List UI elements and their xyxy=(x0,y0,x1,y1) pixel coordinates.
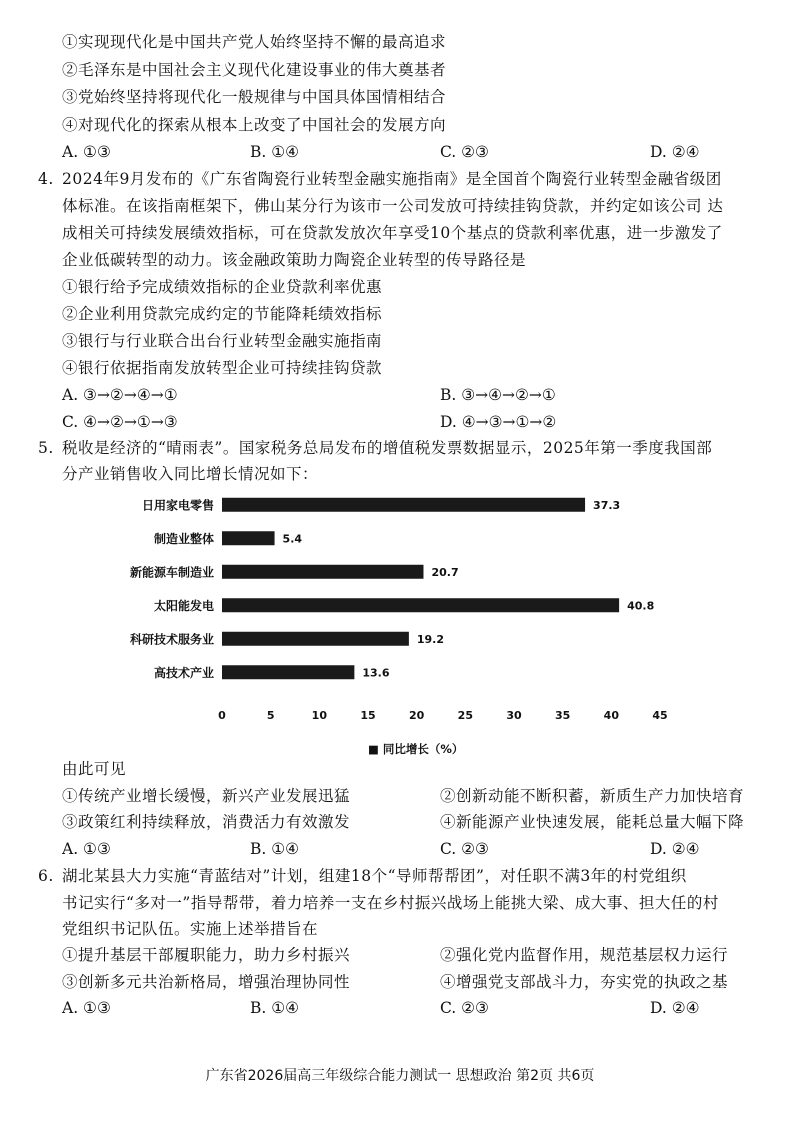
q4-number: 4. xyxy=(38,170,54,188)
bar-value-label: 13.6 xyxy=(362,666,390,680)
category-label: 太阳能发电 xyxy=(153,598,214,613)
bar-value-label: 37.3 xyxy=(593,498,621,512)
q4-statement-1: ①银行给予完成绩效指标的企业贷款利率优惠 xyxy=(62,278,383,296)
q4-option-b: B. ③→④→②→① xyxy=(440,386,556,404)
bar xyxy=(222,632,409,646)
category-label: 科研技术服务业 xyxy=(129,632,214,647)
q5-statement-2: ②创新动能不断积蓄，新质生产力加快培育 xyxy=(440,787,745,805)
q4-option-c: C. ④→②→①→③ xyxy=(62,413,178,431)
chart-legend: ■ 同比增长（%） xyxy=(368,742,464,756)
q6-stem-line-2: 书记实行“多对一”指导帮带，着力培养一支在乡村振兴战场上能挑大梁、成大事、担大任的村 xyxy=(62,894,719,912)
q4-option-d: D. ④→③→①→② xyxy=(440,413,557,431)
q3-option-b: B. ①④ xyxy=(250,143,300,161)
bar xyxy=(222,598,619,612)
q3-statement-1: ①实现现代化是中国共产党人始终坚持不懈的最高追求 xyxy=(62,33,447,51)
q4-stem-line-4: 企业低碳转型的动力。该金融政策助力陶瓷企业转型的传导路径是 xyxy=(62,251,527,269)
q6-statement-4: ④增强党支部战斗力，夯实党的执政之基 xyxy=(440,973,729,991)
growth-bar-chart xyxy=(100,478,700,760)
q5-option-b: B. ①④ xyxy=(250,840,300,858)
q6-option-b: B. ①④ xyxy=(250,999,300,1017)
q4-statement-4: ④银行依据指南发放转型企业可持续挂钩贷款 xyxy=(62,359,383,377)
q4-stem-line-2: 体标准。在该指南框架下，佛山某分行为该市一公司发放可持续挂钩贷款，并约定如该公司 达 xyxy=(62,197,724,215)
x-tick-label: 45 xyxy=(652,709,668,722)
q5-statement-3: ③政策红利持续释放，消费活力有效激发 xyxy=(62,813,351,831)
q6-option-a: A. ①③ xyxy=(62,999,111,1017)
x-tick-label: 10 xyxy=(311,709,327,722)
q6-number: 6. xyxy=(38,867,54,885)
q5-stem-line-2: 分产业销售收入同比增长情况如下： xyxy=(62,465,319,483)
q4-statement-2: ②企业利用贷款完成约定的节能降耗绩效指标 xyxy=(62,305,383,323)
q3-option-c: C. ②③ xyxy=(440,143,489,161)
q4-statement-3: ③银行与行业联合出台行业转型金融实施指南 xyxy=(62,332,383,350)
growth-bar-chart-svg xyxy=(100,478,700,760)
bar-value-label: 19.2 xyxy=(416,632,445,646)
q3-option-a: A. ①③ xyxy=(62,143,111,161)
bar xyxy=(222,531,275,545)
q5-statement-4: ④新能源产业快速发展，能耗总量大幅下降 xyxy=(440,813,745,831)
bar-value-label: 40.8 xyxy=(627,599,655,613)
q6-option-d: D. ②④ xyxy=(650,999,700,1017)
category-label: 新能源车制造业 xyxy=(129,565,214,580)
q5-option-c: C. ②③ xyxy=(440,840,489,858)
q6-statement-2: ②强化党内监督作用，规范基层权力运行 xyxy=(440,946,729,964)
x-tick-label: 30 xyxy=(506,709,522,722)
q5-statement-1: ①传统产业增长缓慢，新兴产业发展迅猛 xyxy=(62,787,351,805)
x-tick-label: 20 xyxy=(409,709,425,722)
x-tick-label: 15 xyxy=(360,709,376,722)
q4-stem-line-1: 2024年9月发布的《广东省陶瓷行业转型金融实施指南》是全国首个陶瓷行业转型金融省级团 xyxy=(62,170,722,188)
bar xyxy=(222,565,423,579)
page-footer: 广东省2026届高三年级综合能力测试一 思想政治 第2页 共6页 xyxy=(205,1068,595,1084)
x-tick-label: 0 xyxy=(218,709,226,722)
q5-lead: 由此可见 xyxy=(62,760,127,778)
x-tick-label: 35 xyxy=(555,709,571,722)
q4-option-a: A. ③→②→④→① xyxy=(62,386,178,404)
q3-option-d: D. ②④ xyxy=(650,143,700,161)
q6-stem-line-3: 党组织书记队伍。实施上述举措旨在 xyxy=(62,920,319,938)
q6-statement-3: ③创新多元共治新格局，增强治理协同性 xyxy=(62,973,351,991)
q5-number: 5. xyxy=(38,439,54,457)
q6-stem-line-1: 湖北某县大力实施“青蓝结对”计划，组建18个“导师帮帮团”，对任职不满3年的村党组织 xyxy=(62,867,687,885)
category-label: 日用家电零售 xyxy=(141,498,214,513)
q5-stem-line-1: 税收是经济的“晴雨表”。国家税务总局发布的增值税发票数据显示，2025年第一季度我国部 xyxy=(62,439,713,457)
x-tick-label: 5 xyxy=(266,709,275,722)
x-tick-label: 25 xyxy=(457,709,473,722)
bar-value-label: 20.7 xyxy=(431,565,459,579)
q6-option-c: C. ②③ xyxy=(440,999,489,1017)
q3-statement-4: ④对现代化的探索从根本上改变了中国社会的发展方向 xyxy=(62,116,447,134)
bar xyxy=(222,665,354,679)
q6-statement-1: ①提升基层干部履职能力，助力乡村振兴 xyxy=(62,946,351,964)
q3-statement-2: ②毛泽东是中国社会主义现代化建设事业的伟大奠基者 xyxy=(62,61,447,79)
category-label: 高技术产业 xyxy=(153,665,214,680)
q5-option-d: D. ②④ xyxy=(650,840,700,858)
bar xyxy=(222,498,585,512)
x-tick-label: 40 xyxy=(603,709,619,722)
bar-value-label: 5.4 xyxy=(282,532,303,546)
q3-statement-3: ③党始终坚持将现代化一般规律与中国具体国情相结合 xyxy=(62,88,447,106)
q4-stem-line-3: 成相关可持续发展绩效指标，可在贷款发放次年享受10个基点的贷款利率优惠，进一步激发了 xyxy=(62,224,723,242)
q5-option-a: A. ①③ xyxy=(62,840,111,858)
category-label: 制造业整体 xyxy=(153,531,214,546)
